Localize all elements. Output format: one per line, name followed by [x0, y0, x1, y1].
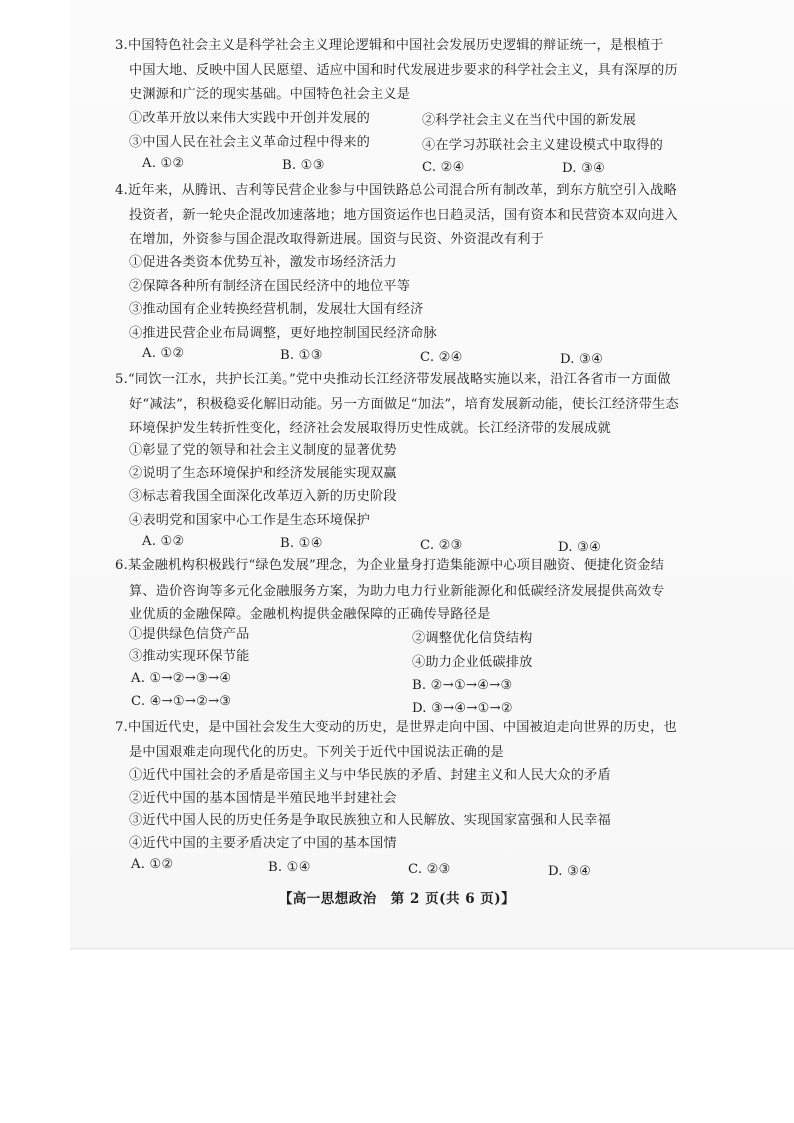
q7-item-3: ③近代中国人民的历史任务是争取民族独立和人民解放、实现国家富强和人民幸福 — [129, 813, 611, 828]
q3-stem-line-2: 中国大地、反映中国人民愿望、适应中国和时代发展进步要求的科学社会主义，具有深厚的历 — [129, 63, 678, 78]
q4-option-b: B. ①③ — [280, 348, 323, 363]
q7-option-b: B. ①④ — [268, 860, 311, 875]
q5-stem-line-3: 环境保护发生转折性变化，经济社会发展取得历史性成就。长江经济带的发展成就 — [129, 421, 611, 436]
q6-stem-line-3: 业优质的金融保障。金融机构提供金融保障的正确传导路径是 — [129, 607, 491, 622]
q5-item-3: ③标志着我国全面深化改革迈入新的历史阶段 — [129, 489, 397, 504]
q6-stem-line-1: 6.某金融机构积极践行“绿色发展”理念，为企业量身打造集能源中心项目融资、便捷化资金结 — [115, 558, 664, 573]
q4-item-4: ④推进民营企业布局调整，更好地控制国民经济命脉 — [129, 326, 437, 341]
q4-option-d: D. ③④ — [560, 352, 604, 367]
q6-option-d: D. ③→④→①→② — [412, 701, 513, 716]
q3-item-4: ④在学习苏联社会主义建设模式中取得的 — [422, 138, 663, 153]
q7-option-d: D. ③④ — [548, 864, 592, 879]
page-footer: 【高一思想政治 第 2 页(共 6 页)】 — [278, 891, 516, 907]
q5-stem-line-2: 好“减法”，积极稳妥化解旧动能。另一方面做足“加法”，培育发展新动能，使长江经济带生态 — [129, 397, 679, 412]
q3-item-3: ③中国人民在社会主义革命过程中得来的 — [129, 135, 370, 150]
q7-item-1: ①近代中国社会的矛盾是帝国主义与中华民族的矛盾、封建主义和人民大众的矛盾 — [129, 768, 611, 783]
q7-stem-line-1: 7.中国近代史，是中国社会发生大变动的历史，是世界走向中国、中国被迫走向世界的历史，也 — [115, 720, 677, 735]
q7-item-2: ②近代中国的基本国情是半殖民地半封建社会 — [129, 791, 397, 806]
q3-stem-line-1: 3.中国特色社会主义是科学社会主义理论逻辑和中国社会发展历史逻辑的辩证统一，是根植于 — [115, 38, 664, 53]
page-bottom-edge — [70, 948, 794, 949]
q5-item-1: ①彰显了党的领导和社会主义制度的显著优势 — [129, 443, 397, 458]
q4-option-a: A. ①② — [142, 346, 185, 361]
q6-option-c: C. ④→①→②→③ — [131, 694, 232, 709]
q5-option-b: B. ①④ — [280, 536, 323, 551]
q7-option-c: C. ②③ — [408, 862, 451, 877]
q5-item-4: ④表明党和国家中心工作是生态环境保护 — [129, 513, 370, 528]
q3-item-1: ①改革开放以来伟大实践中开创并发展的 — [129, 111, 370, 126]
q6-stem-line-2: 算、造价咨询等多元化金融服务方案，为助力电力行业新能源化和低碳经济发展提供高效专 — [129, 584, 665, 599]
q5-option-d: D. ③④ — [558, 540, 602, 555]
q3-stem-line-3: 史渊源和广泛的现实基础。中国特色社会主义是 — [129, 87, 411, 102]
q6-item-2: ②调整优化信贷结构 — [412, 631, 533, 646]
q6-item-4: ④助力企业低碳排放 — [412, 655, 533, 670]
q5-option-c: C. ②③ — [420, 538, 463, 553]
q7-item-4: ④近代中国的主要矛盾决定了中国的基本国情 — [129, 836, 397, 851]
q6-option-a: A. ①→②→③→④ — [131, 671, 232, 686]
q4-item-3: ③推动国有企业转换经营机制，发展壮大国有经济 — [129, 302, 424, 317]
q7-option-a: A. ①② — [131, 857, 174, 872]
q4-stem-line-3: 在增加，外资参与国企混改取得新进展。国资与民资、外资混改有利于 — [129, 232, 545, 247]
q3-item-2: ②科学社会主义在当代中国的新发展 — [422, 113, 637, 128]
q3-option-a: A. ①② — [142, 156, 185, 171]
q3-option-d: D. ③④ — [562, 161, 606, 176]
q5-item-2: ②说明了生态环境保护和经济发展能实现双赢 — [129, 466, 397, 481]
q4-item-1: ①促进各类资本优势互补，激发市场经济活力 — [129, 255, 397, 270]
q4-stem-line-1: 4.近年来，从腾讯、吉利等民营企业参与中国铁路总公司混合所有制改革，到东方航空引入战略 — [115, 183, 677, 198]
q7-stem-line-2: 是中国艰难走向现代化的历史。下列关于近代中国说法正确的是 — [129, 745, 504, 760]
q3-option-c: C. ②④ — [422, 160, 465, 175]
q5-option-a: A. ①② — [142, 534, 185, 549]
q4-option-c: C. ②④ — [420, 350, 463, 365]
q6-item-3: ③推动实现环保节能 — [129, 649, 250, 664]
q6-item-1: ①提供绿色信贷产品 — [129, 627, 250, 642]
q4-item-2: ②保障各种所有制经济在国民经济中的地位平等 — [129, 279, 411, 294]
q5-stem-line-1: 5.“同饮一江水，共护长江美。”党中央推动长江经济带发展战略实施以来，沿江各省市一方面做 — [115, 372, 671, 387]
q6-option-b: B. ②→①→④→③ — [412, 678, 513, 693]
q4-stem-line-2: 投资者，新一轮央企混改加速落地；地方国资运作也日趋灵活，国有资本和民营资本双向进入 — [129, 208, 678, 223]
q3-option-b: B. ①③ — [282, 158, 325, 173]
